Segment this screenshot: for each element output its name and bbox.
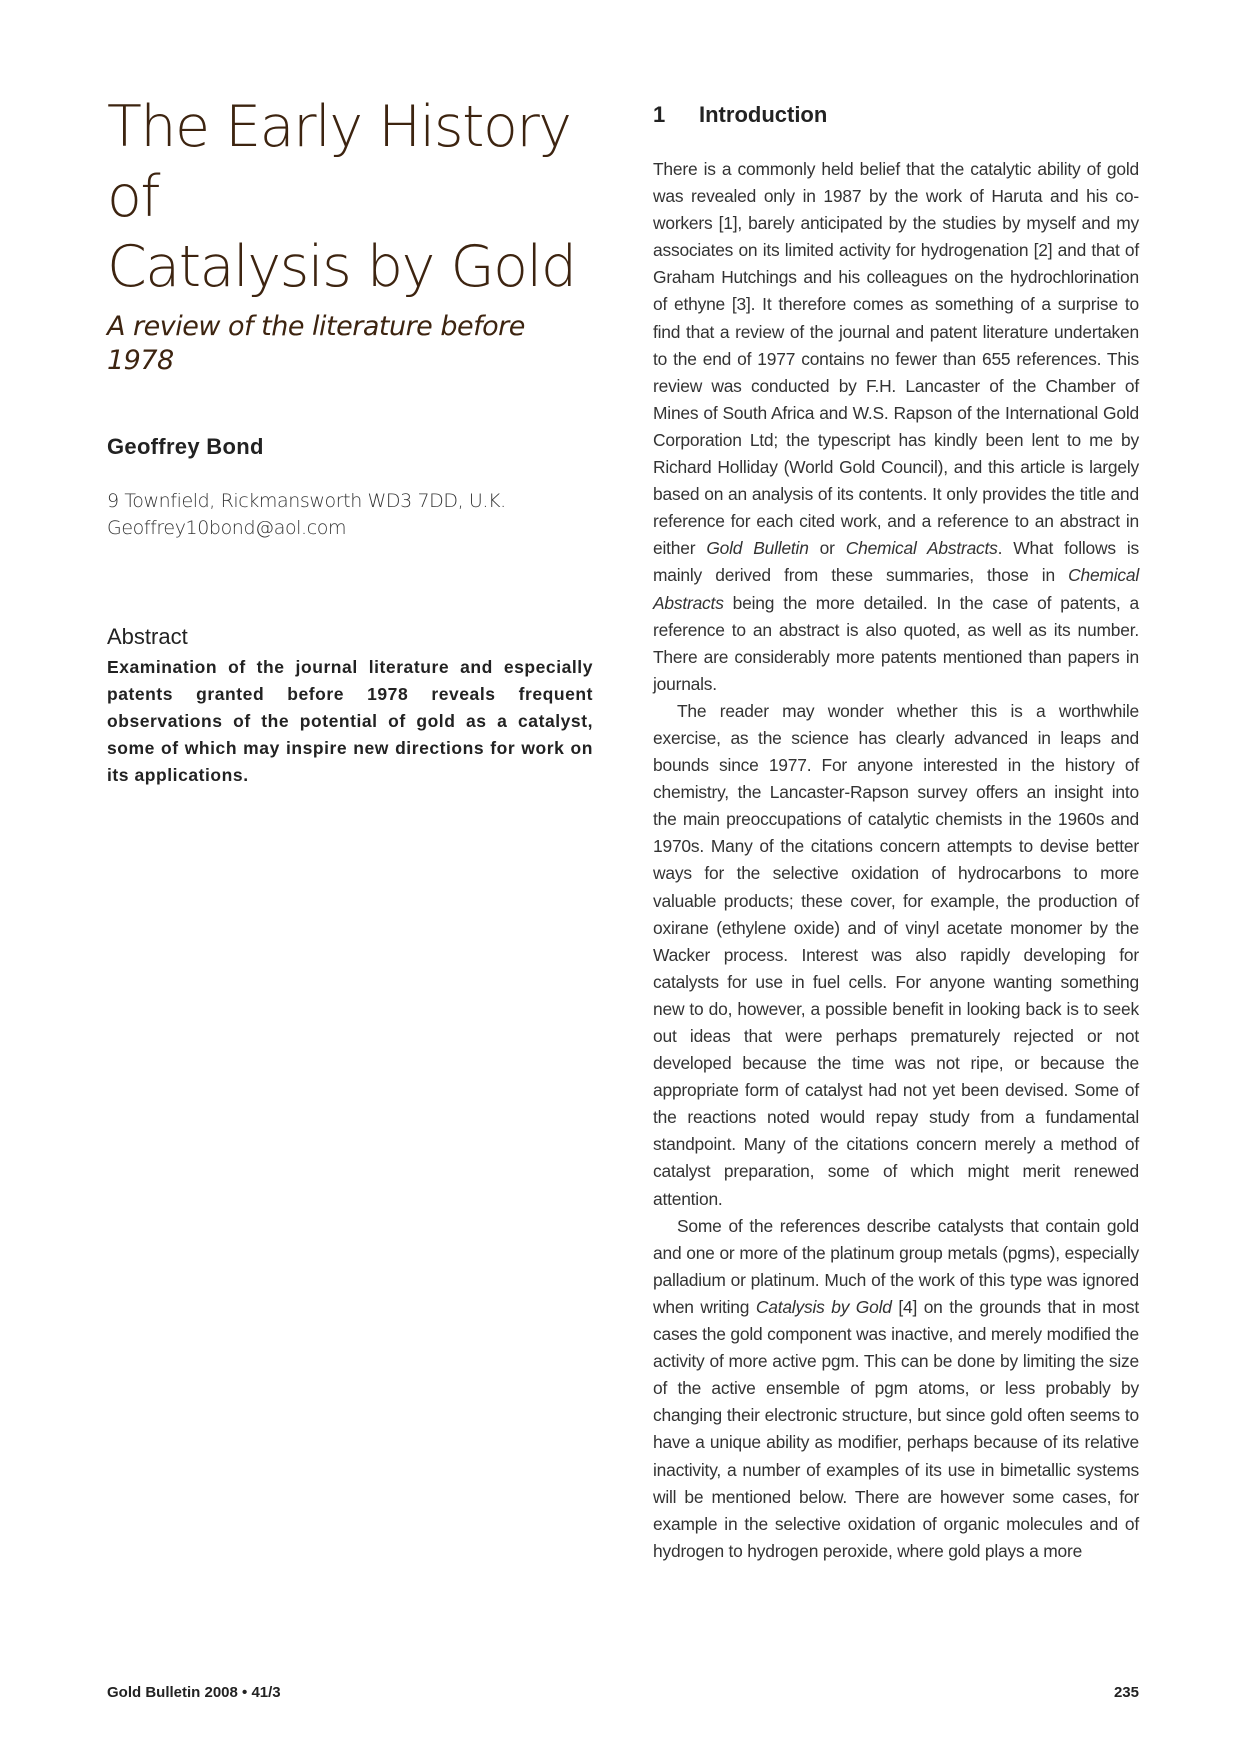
section-title: Introduction [699, 102, 828, 127]
journal-citation: Gold Bulletin 2008 • 41/3 [107, 1684, 281, 1701]
article-title [107, 92, 593, 302]
text-run: or [808, 538, 846, 559]
italic-title: Chemical Abstracts [653, 565, 1139, 613]
text-run: [4] on the grounds that in most cases the gold component was inactive, and merely modified the activity of more active pgm. This can be done by limiting the size of the active ensemble of pgm atoms, or less probably by changing their electronic structure, but since gold often seems to have a unique ability as modifier, perhaps because of its relative inactivity, a number of examples of its use in bimetallic systems will be mentioned below. There are however some cases, for example in the selective oxidation of organic molecules and of hydrogen to hydrogen peroxide, where gold plays a more [653, 1296, 1139, 1561]
italic-title: Gold Bulletin [706, 538, 809, 559]
author-address [107, 488, 593, 542]
text-run: Some of the references describe catalysts that contain gold and one or more of the platinum group metals (pgms), especially palladium or platinum. Much of the work of this type was ignored when writing [653, 1215, 1139, 1317]
address-line: 9 Townfield, Rickmansworth WD3 7DD, U.K. [107, 490, 506, 512]
section-body [653, 156, 1139, 1565]
title-line-2: Catalysis by Gold [107, 234, 576, 300]
paragraph-3 [653, 1213, 1139, 1565]
abstract-heading: Abstract [107, 624, 188, 649]
abstract-text: Examination of the journal literature and especially patents granted before 1978 reveals frequent observations of the potential of gold as a catalyst, some of which may inspire new directions for work on its applications. [107, 657, 593, 785]
italic-title: Catalysis by Gold [755, 1296, 892, 1317]
paragraph-2: The reader may wonder whether this is a worthwhile exercise, as the science has clearly advanced in leaps and bounds since 1977. For anyone interested in the history of chemistry, the Lancaster-Rapson survey offers an insight into the main preoccupations of catalytic chemists in the 1960s and 1970s. Many of the citations concern attempts to devise better ways for the selective oxidation of hydrocarbons to more valuable products; these cover, for example, the production of oxirane (ethylene oxide) and of vinyl acetate monomer by the Wacker process. Interest was also rapidly developing for catalysts for use in fuel cells. For anyone wanting something new to do, however, a possible benefit in looking back is to seek out ideas that were perhaps prematurely rejected or not developed because the time was not ripe, or because the appropriate form of catalyst had not yet been devised. Some of the reactions noted would repay study from a fundamental standpoint. Many of the citations concern merely a method of catalyst preparation, some of which might merit renewed attention. [653, 700, 1139, 1209]
paragraph-1 [653, 156, 1139, 698]
author-email: Geoffrey10bond@aol.com [107, 517, 347, 539]
italic-title: Chemical Abstracts [845, 538, 998, 559]
title-line-1: The Early History of [107, 94, 571, 230]
article-subtitle: A review of the literature before 1978 [107, 311, 525, 376]
text-run: There is a commonly held belief that the catalytic ability of gold was revealed only in 1987 by the work of Haruta and his co-workers [1], barely anticipated by the studies by myself and my associates on its limited activity for hydrogenation [2] and that of Graham Hutchings and his colleagues on the hydrochlorination of ethyne [3]. It therefore comes as something of a surprise to find that a review of the journal and patent literature undertaken to the end of 1977 contains no fewer than 655 references. This review was conducted by F.H. Lancaster of the Chamber of Mines of South Africa and W.S. Rapson of the International Gold Corporation Ltd; the typescript has kindly been lent to me by Richard Holliday (World Gold Council), and this article is largely based on an analysis of its contents. It only provides the title and reference for each cited work, and a reference to an abstract in either [653, 159, 1139, 559]
text-run: . What follows is mainly derived from these summaries, those in [653, 538, 1139, 586]
page-number: 235 [1113, 1684, 1139, 1701]
author-name: Geoffrey Bond [107, 434, 264, 459]
section-number: 1 [653, 102, 666, 127]
front-matter [107, 92, 593, 789]
section-heading [653, 102, 1139, 128]
main-text-column [653, 102, 1139, 1565]
page-footer [107, 1684, 1139, 1701]
text-run: being the more detailed. In the case of patents, a reference to an abstract is also quoted, as well as its number. There are considerably more patents mentioned than papers in journals. [653, 592, 1139, 694]
